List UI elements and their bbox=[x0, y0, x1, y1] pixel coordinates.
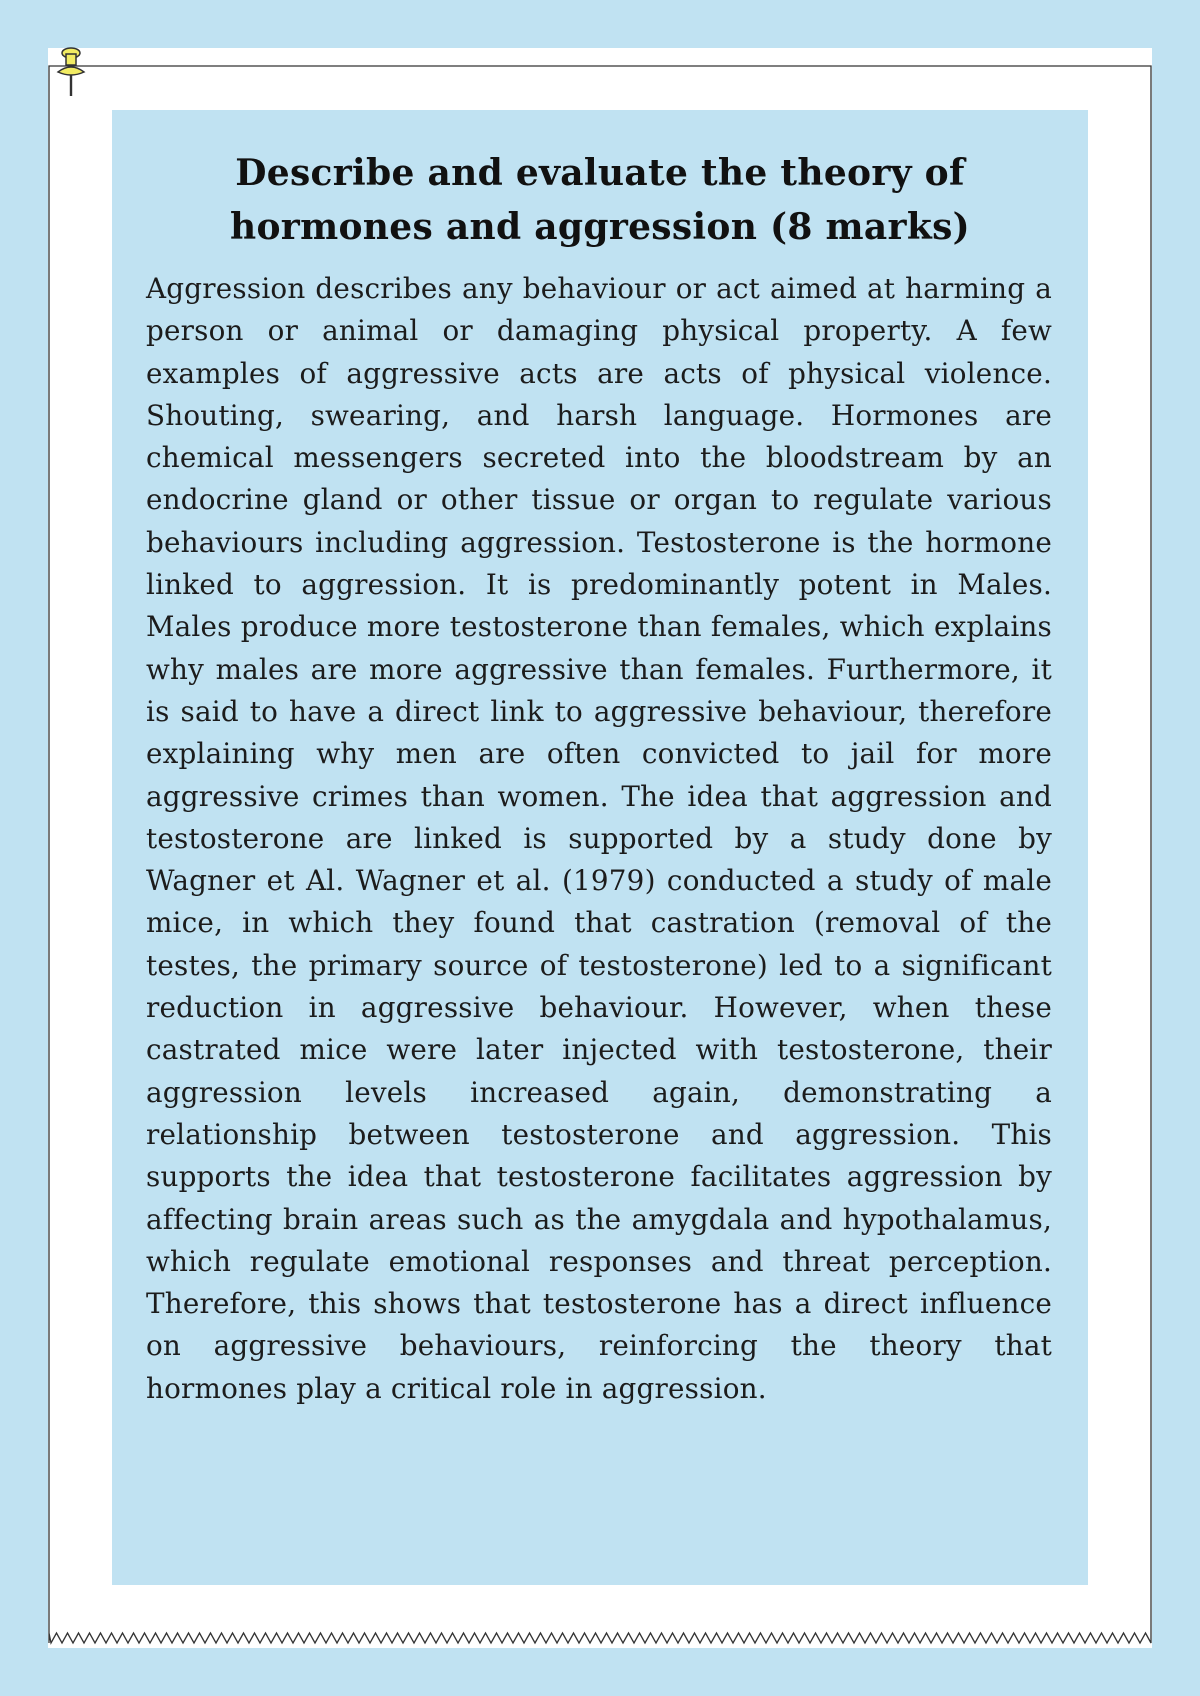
pushpin-icon bbox=[54, 46, 88, 98]
document-title: Describe and evaluate the theory of hormones and aggression (8 marks) bbox=[230, 152, 970, 248]
document-body: Aggression describes any behaviour or act aimed at harming a person or animal or damaging physical property. A few examples of aggressive acts are acts of physical violence. Shouting, swearing, and harsh language. Hormones are chemical messengers secreted into the bloodstream by an endocrine gland or other tissue or organ to regulate various behaviours including aggression. Testosterone is the hormone linked to aggression. It is predominantly potent in Males. Males produce more testosterone than females, which explains why males are more aggressive than females. Furthermore, it is said to have a direct link to aggressive behaviour, therefore explaining why men are often convicted to jail for more aggressive crimes than women. The idea that aggression and testosterone are linked is supported by a study done by Wagner et Al. Wagner et al. (1979) conducted a study of male mice, in which they found that castration (removal of the testes, the primary source of testosterone) led to a significant reduction in aggressive behaviour. However, when these castrated mice were later injected with testosterone, their aggression levels increased again, demonstrating a relationship between testosterone and aggression. This supports the idea that testosterone facilitates aggression by affecting brain areas such as the amygdala and hypothalamus, which regulate emotional responses and threat perception. Therefore, this shows that testosterone has a direct influence on aggressive behaviours, reinforcing the theory that hormones play a critical role in aggression. bbox=[146, 272, 1052, 1405]
